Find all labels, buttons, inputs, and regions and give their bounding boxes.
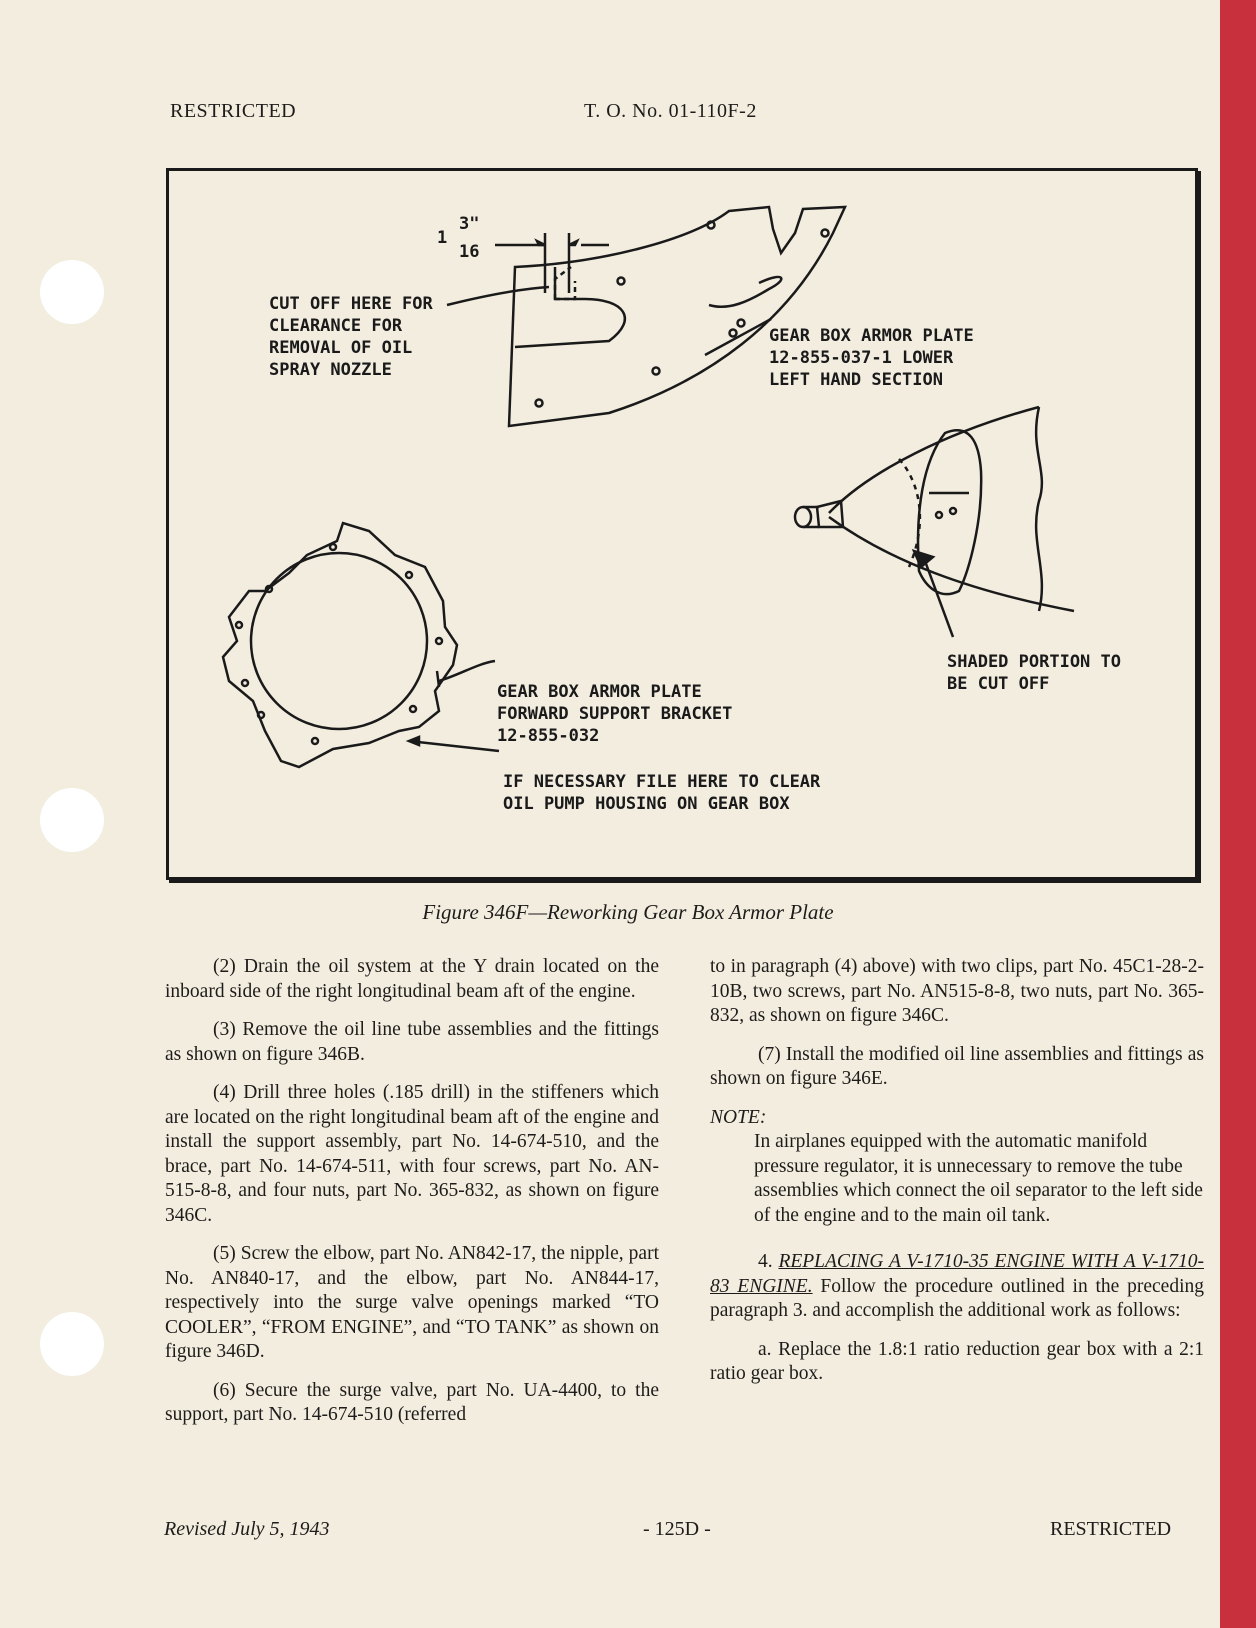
paragraph-4: (4) Drill three holes (.185 drill) in the stiffeners which are located on the right longitudinal beam aft of the engine and install the support assembly, part No. 14-674-510, and the brace, part No. 14-674-511, with four screws, part No. AN-515-8-8, and four nuts, part No. 365-832, as shown on figure 346C.	[165, 1082, 659, 1226]
footer-page-number: - 125D -	[643, 1518, 711, 1540]
right-column	[710, 955, 1204, 1401]
dimension-numerator: 3"	[459, 214, 480, 234]
paragraph-3: (3) Remove the oil line tube assemblies and the fittings as shown on figure 346B.	[165, 1019, 659, 1065]
footer-restricted: RESTRICTED	[1050, 1518, 1172, 1540]
punch-hole	[40, 1312, 104, 1376]
header-restricted: RESTRICTED	[170, 100, 297, 122]
label-file-here: IF NECESSARY FILE HERE TO CLEAR OIL PUMP HOUSING ON GEAR BOX	[503, 772, 821, 814]
lower-armor-plate	[509, 207, 845, 426]
dimension-denominator: 16	[459, 242, 480, 262]
section-4	[710, 1250, 1204, 1324]
note-label: NOTE:	[710, 1106, 767, 1128]
paragraph-6: (6) Secure the surge valve, part No. UA-4400, to the support, part No. 14-674-510 (referred	[165, 1379, 659, 1425]
footer-revised: Revised July 5, 1943	[164, 1518, 330, 1540]
figure-346f	[166, 168, 1198, 880]
note	[710, 1106, 1204, 1229]
paragraph-5: (5) Screw the elbow, part No. AN842-17, the nipple, part No. AN840-17, and the elbow, part No. AN844-17, respectively into the surge valve openings marked “TO COOLER”, “FROM ENGINE”, and “TO TANK” as shown on figure 346D.	[165, 1243, 659, 1362]
note-text: In airplanes equipped with the automatic manifold pressure regulator, it is unnecessary to remove the tube assemblies which connect the oil separator to the left side of the engine and to the main oil tank.	[754, 1131, 1203, 1226]
paragraph-6-continuation: to in paragraph (4) above) with two clips, part No. 45C1-28-2-10B, two screws, part No. AN515-8-8, two nuts, part No. 365-832, as shown on figure 346C.	[710, 956, 1204, 1026]
header-to-number: T. O. No. 01-110F-2	[584, 100, 757, 122]
forward-support-bracket	[223, 523, 457, 767]
label-cut-off: CUT OFF HERE FOR CLEARANCE FOR REMOVAL OF OIL SPRAY NOZZLE	[269, 294, 433, 380]
punch-hole	[40, 260, 104, 324]
label-lower-armor-plate: GEAR BOX ARMOR PLATE 12-855-037-1 LOWER LEFT HAND SECTION	[769, 326, 974, 390]
figure-caption: Figure 346F—Reworking Gear Box Armor Plate	[422, 900, 834, 924]
paragraph-7: (7) Install the modified oil line assemblies and fittings as shown on figure 346E.	[710, 1043, 1204, 1089]
section-text: Follow the procedure outlined in the preceding paragraph 3. and accomplish the additional work as follows:	[710, 1275, 1204, 1321]
section-title: REPLACING A V-1710-35 ENGINE WITH A V-1710-83 ENGINE.	[710, 1251, 1204, 1297]
label-forward-support-bracket: GEAR BOX ARMOR PLATE FORWARD SUPPORT BRACKET 12-855-032	[497, 682, 733, 746]
paragraph-2: (2) Drain the oil system at the Y drain located on the inboard side of the right longitudinal beam aft of the engine.	[165, 956, 659, 1002]
dimension-whole: 1	[437, 228, 448, 248]
punch-hole	[40, 788, 104, 852]
binding-edge	[1220, 0, 1256, 1628]
item-a: a. Replace the 1.8:1 ratio reduction gear box with a 2:1 ratio gear box.	[710, 1338, 1204, 1384]
label-shaded-portion: SHADED PORTION TO BE CUT OFF	[947, 652, 1121, 694]
left-column	[165, 955, 659, 1442]
section-number: 4.	[758, 1251, 773, 1272]
